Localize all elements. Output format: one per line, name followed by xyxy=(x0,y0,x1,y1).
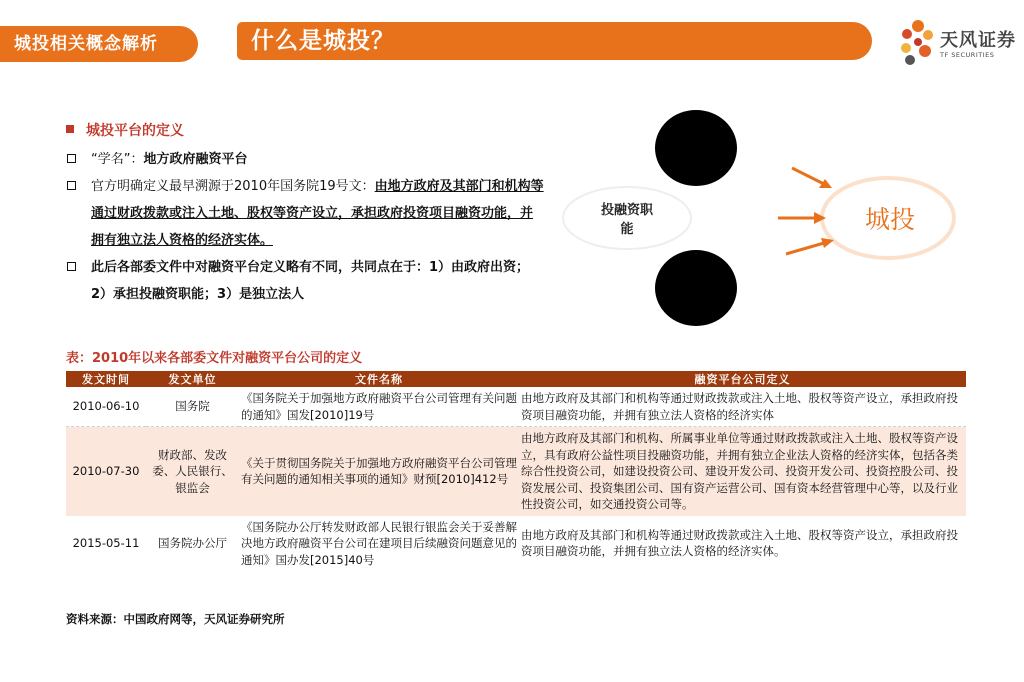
definition-bullets xyxy=(66,146,544,308)
logo-mark-icon xyxy=(898,18,938,66)
table-caption: 表：2010年以来各部委文件对融资平台公司的定义 xyxy=(66,351,363,366)
table-row xyxy=(66,387,966,427)
cell-issuer: 国务院 xyxy=(146,387,239,427)
logo-subtitle: TF SECURITIES xyxy=(940,51,995,59)
cell-document: 《关于贯彻国务院关于加强地方政府融资平台公司管理有关问题的通知相关事项的通知》财预[2010]412号 xyxy=(239,427,519,516)
cell-document: 《国务院办公厅转发财政部人民银行银监会关于妥善解决地方政府融资平台公司在建项目后续融资问题意见的通知》国办发[2015]40号 xyxy=(241,519,517,567)
header-document: 文件名称 xyxy=(239,371,519,387)
bullet-1-prefix: “学名”： xyxy=(91,152,144,167)
cell-document: 《国务院关于加强地方政府融资平台公司管理有关问题的通知》国发[2010]19号 xyxy=(239,387,519,427)
top-ellipse xyxy=(655,110,737,186)
cell-definition: 由地方政府及其部门和机构等通过财政拨款或注入土地、股权等资产设立，承担政府投资项目融资功能，并拥有独立法人资格的经济实体。 xyxy=(521,527,958,559)
cell-issuer: 国务院办公厅 xyxy=(158,536,227,550)
arrow-bottom xyxy=(786,238,834,254)
title-bar xyxy=(237,22,872,60)
logo-name: 天风证券 xyxy=(940,30,1016,51)
company-logo xyxy=(898,18,1018,70)
definitions-table xyxy=(66,371,966,571)
cell-date: 2010-06-10 xyxy=(66,387,146,427)
bullet-1-value: 地方政府融资平台 xyxy=(143,152,248,167)
header-definition: 融资平台公司定义 xyxy=(519,371,966,387)
arrow-middle xyxy=(778,212,826,224)
definition-heading xyxy=(66,120,184,140)
center-label: 城投 xyxy=(864,205,916,234)
cell-definition: 由地方政府及其部门和机构等通过财政拨款或注入土地、股权等资产设立，承担政府投资项目融资功能，并拥有独立法人资格的经济实体 xyxy=(519,387,966,427)
left-label-line1: 投融资职 xyxy=(600,203,654,218)
bullet-common-points xyxy=(66,254,544,308)
cell-issuer: 财政部、发改委、人民银行、银监会 xyxy=(146,427,239,516)
table-header-row xyxy=(66,371,966,387)
bullet-3-text: 此后各部委文件中对融资平台定义略有不同，共同点在于：1）由政府出资；2）承担投融资职能；3）是独立法人 xyxy=(91,260,530,302)
checkbox-bullet-icon xyxy=(67,262,76,271)
checkbox-bullet-icon xyxy=(67,154,76,163)
header-issuer: 发文单位 xyxy=(146,371,239,387)
left-ellipse xyxy=(563,187,691,249)
chengtou-diagram xyxy=(560,100,960,340)
bottom-ellipse xyxy=(655,250,737,326)
bullet-2-prefix: 官方明确定义最早溯源于2010年国务院19号文： xyxy=(91,179,375,194)
bullet-2-underlined: 由地方政府及其部门和机构等通过财政拨款或注入土地、股权等资产设立，承担政府投资项目融资功能，并拥有独立法人资格的经济实体。 xyxy=(91,179,544,248)
cell-date: 2015-05-11 xyxy=(72,536,140,550)
square-bullet-icon xyxy=(66,125,74,133)
table-row xyxy=(66,516,966,572)
bullet-official-definition xyxy=(66,173,544,254)
bullet-scientific-name xyxy=(66,146,544,173)
arrow-top xyxy=(792,168,832,188)
table-row xyxy=(66,427,966,516)
page-title: 什么是城投？ xyxy=(251,28,395,54)
source-note: 资料来源：中国政府网等，天风证券研究所 xyxy=(66,612,285,626)
cell-definition: 由地方政府及其部门和机构、所属事业单位等通过财政拨款或注入土地、股权等资产设立，具有政府公益性项目投融资功能，并拥有独立企业法人资格的经济实体，包括各类综合性投资公司，如建设投资公司、建设开发公司、投资开发公司、投资控股公司、投资发展公司、投资集团公司、国有资产运营公司、国有资本经营管理中心等，以及行业性投资公司，如交通投资公司等。 xyxy=(519,427,966,516)
section-tab-label: 城投相关概念解析 xyxy=(14,34,158,54)
definition-heading-text: 城投平台的定义 xyxy=(86,123,184,139)
cell-date: 2010-07-30 xyxy=(66,427,146,516)
section-tab xyxy=(0,26,198,62)
checkbox-bullet-icon xyxy=(67,181,76,190)
left-label-line2: 能 xyxy=(620,222,634,237)
header-date: 发文时间 xyxy=(66,371,146,387)
